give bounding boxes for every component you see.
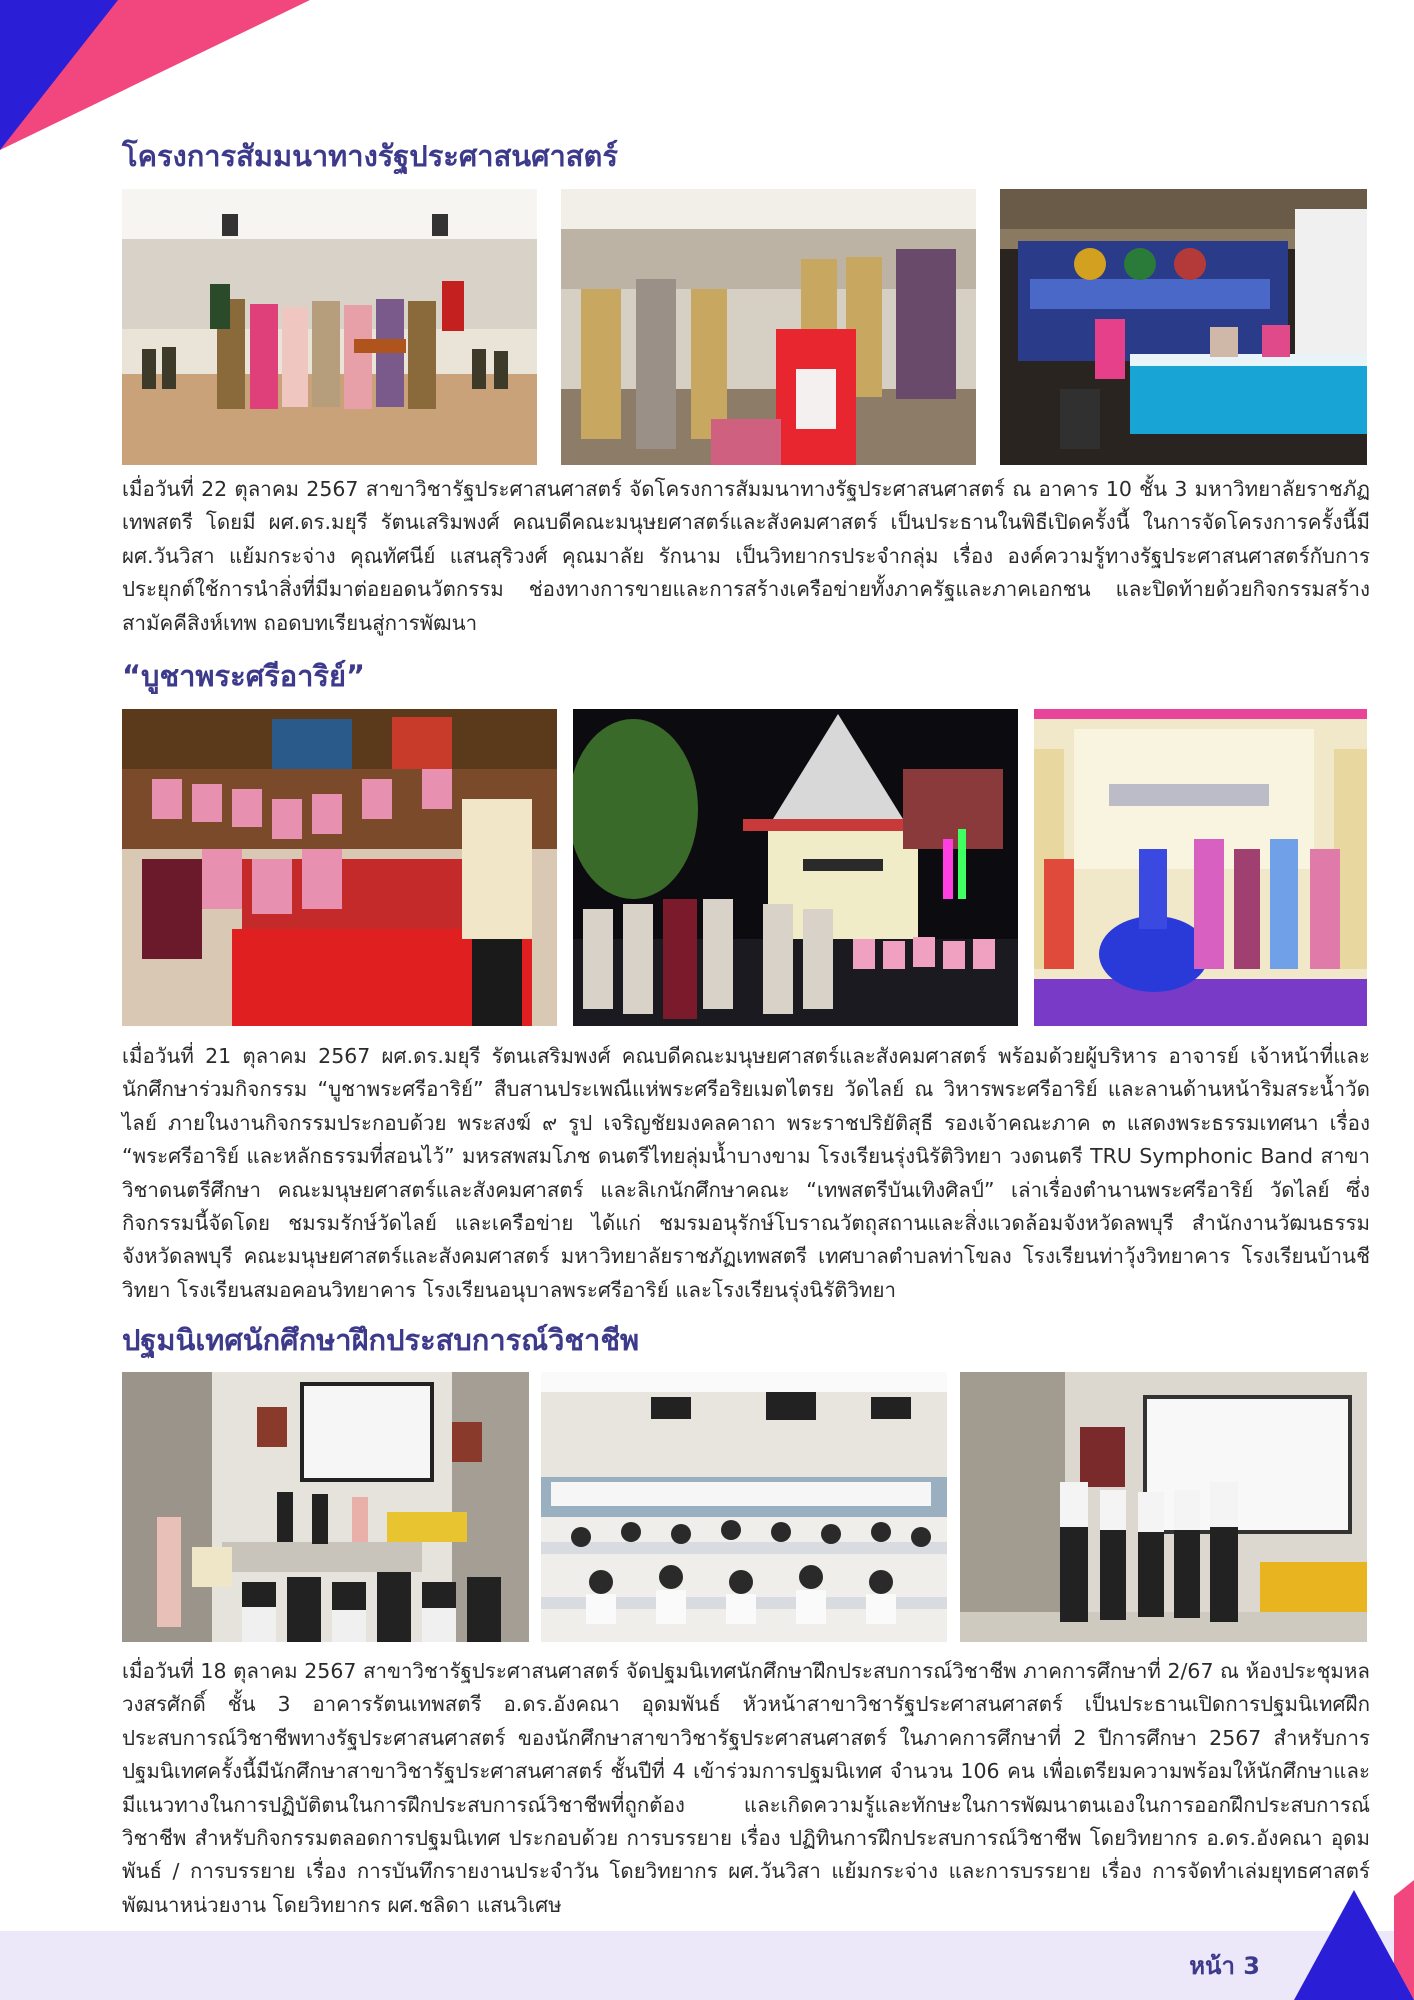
photo-hall-presentation [122, 1372, 529, 1642]
photo-students-seated [541, 1372, 947, 1642]
section-paragraph-orientation: เมื่อวันที่ 18 ตุลาคม 2567 สาขาวิชารัฐประศาสนศาสตร์ จัดปฐมนิเทศนักศึกษาฝึกประสบการณ์วิชาชีพ ภาคการศึกษาที่ 2/67 ณ ห้องประชุมหลวงสรศักดิ์ ชั้น 3 อาคารรัตนเทพสตรี อ.ดร.อังคณา อุดมพันธ์ หัวหน้าสาขาวิชารัฐประศาสนศาสตร์ เป็นประธานเปิดการปฐมนิเทศฝึกประสบการณ์วิชาชีพทางรัฐประศาสนศาสตร์ ของนักศึกษาสาขาวิชารัฐประศาสนศาสตร์ ในภาคการศึกษาที่ 2 ปีการศึกษา 2567 สำหรับการปฐมนิเทศครั้งนี้มีนักศึกษาสาขาวิชารัฐประศาสนศาสตร์ ชั้นปีที่ 4 เข้าร่วมการปฐมนิเทศ จำนวน 106 คน เพื่อเตรียมความพร้อมให้นักศึกษาและมีแนวทางในการปฏิบัติตนในการฝึกประสบการณ์วิชาชีพที่ถูกต้อง และเกิดความรู้และทักษะในการพัฒนาตนเองในการออกฝึกประสบการณ์วิชาชีพ สำหรับกิจกรรมตลอดการปฐมนิเทศ ประกอบด้วย การบรรยาย เรื่อง ปฏิทินการฝึกประสบการณ์วิชาชีพ โดยวิทยากร อ.ดร.อังคณา อุดมพันธ์ / การบรรยาย เรื่อง การบันทึกรายงานประจำวัน โดยวิทยากร ผศ.วันวิสา แย้มกระจ่าง และการบรรยาย เรื่อง การจัดทำเล่มยุทธศาสตร์พัฒนาหน่วยงาน โดยวิทยากร ผศ.ชลิดา แสนวิเศษ [122, 1659, 1370, 1917]
photo-group-banners [122, 189, 537, 465]
photo-row-orientation [122, 1372, 1367, 1642]
section-title-seminar: โครงการสัมมนาทางรัฐประศาสนศาสตร์ [122, 139, 618, 173]
photo-dance-stage [1034, 709, 1367, 1026]
page-number: หน้า 3 [1189, 1952, 1260, 1980]
section-paragraph-seminar: เมื่อวันที่ 22 ตุลาคม 2567 สาขาวิชารัฐประศาสนศาสตร์ จัดโครงการสัมมนาทางรัฐประศาสนศาสตร์ ณ อาคาร 10 ชั้น 3 มหาวิทยาลัยราชภัฏเทพสตรี โดยมี ผศ.ดร.มยุรี รัตนเสริมพงศ์ คณบดีคณะมนุษยศาสตร์และสังคมศาสตร์ เป็นประธานในพิธีเปิดครั้งนี้ ในการจัดโครงการครั้งนี้มี ผศ.วันวิสา แย้มกระจ่าง คุณทัศนีย์ แสนสุริวงศ์ คุณมาลัย รักนาม เป็นวิทยากรประจำกลุ่ม เรื่อง องค์ความรู้ทางรัฐประศาสนศาสตร์กับการประยุกต์ใช้การนำสิ่งที่มีมาต่อยอดนวัตกรรม ช่องทางการขายและการสร้างเครือข่ายทั้งภาครัฐและภาคเอกชน และปิดท้ายด้วยกิจกรรมสร้างสามัคคีสิงห์เทพ ถอดบทเรียนสู่การพัฒนา [122, 477, 1370, 635]
corner-decoration-bottom [1254, 1880, 1414, 2000]
section-paragraph-sri-ariya: เมื่อวันที่ 21 ตุลาคม 2567 ผศ.ดร.มยุรี รัตนเสริมพงศ์ คณบดีคณะมนุษยศาสตร์และสังคมศาสตร์ พร้อมด้วยผู้บริหาร อาจารย์ เจ้าหน้าที่และนักศึกษาร่วมกิจกรรม “บูชาพระศรีอาริย์” สืบสานประเพณีแห่พระศรีอริยเมตไตรย วัดไลย์ ณ วิหารพระศรีอาริย์ และลานด้านหน้าริมสระน้ำวัดไลย์ ภายในงานกิจกรรมประกอบด้วย พระสงฆ์ ๙ รูป เจริญชัยมงคลคาถา พระราชปริยัติสุธี รองเจ้าคณะภาค ๓ แสดงพระธรรมเทศนา เรื่อง “พระศรีอาริย์ และหลักธรรมที่สอนไว้” มหรสพสมโภช ดนตรีไทยลุ่มน้ำบางขาม โรงเรียนรุ่งนิรัติวิทยา วงดนตรี TRU Symphonic Band สาขาวิชาดนตรีศึกษา คณะมนุษยศาสตร์และสังคมศาสตร์ และลิเกนักศึกษาคณะ “เทพสตรีบันเทิงศิลป์” เล่าเรื่องตำนานพระศรีอาริย์ วัดไลย์ ซึ่งกิจกรรมนี้จัดโดย ชมรมรักษ์วัดไลย์ และเครือข่าย ได้แก่ ชมรมอนุรักษ์โบราณวัตถุสถานและสิ่งแวดล้อมจังหวัดลพบุรี สำนักงานวัฒนธรรมจังหวัดลพบุรี คณะมนุษยศาสตร์และสังคมศาสตร์ มหาวิทยาลัยราชภัฏเทพสตรี เทศบาลตำบลท่าโขลง โรงเรียนท่าวุ้งวิทยาคาร โรงเรียนบ้านชีวิทยา โรงเรียนสมอคอนวิทยาคาร โรงเรียนอนุบาลพระศรีอาริย์ และโรงเรียนรุ่งนิรัติวิทยา [122, 1044, 1370, 1302]
photo-temple-crowd [122, 709, 557, 1026]
photo-row-seminar [122, 189, 1367, 465]
photo-booth-visit [561, 189, 976, 465]
photo-panel-stage [1000, 189, 1367, 465]
section-title-sri-ariya: “บูชาพระศรีอาริย์” [122, 659, 366, 693]
section-title-orientation: ปฐมนิเทศนักศึกษาฝึกประสบการณ์วิชาชีพ [122, 1323, 640, 1357]
photo-students-standing [960, 1372, 1367, 1642]
photo-night-shrine [573, 709, 1018, 1026]
photo-row-sri-ariya [122, 709, 1367, 1026]
